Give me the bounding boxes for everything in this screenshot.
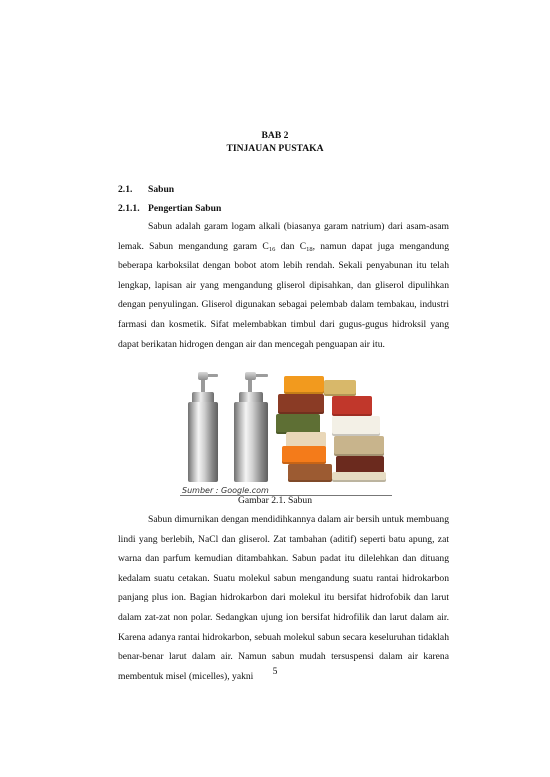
chapter-title: TINJAUAN PUSTAKA	[226, 143, 324, 154]
subsection-title: Pengertian Sabun	[148, 203, 222, 214]
figure-caption: Gambar 2.1. Sabun	[237, 495, 313, 506]
figure-source: Sumber : Google.com	[182, 486, 269, 495]
section-heading	[118, 184, 174, 195]
soap-bar	[282, 446, 326, 464]
soap-bar	[324, 380, 356, 396]
paragraph-1: Sabun adalah garam logam alkali (biasanya garam natrium) dari asam-asam lemak. Sabun mengandung garam $C_{16}$ dan $C_{18}$, namun dapat juga mengandung beberapa karboksilat dengan bobot atom lebih rendah. Sekali penyabunan itu telah lengkap, lapisan air yang mengandung gliserol dipisahkan, dan gliserol dipulihkan dengan penyulingan. Gliserol digunakan sebagai pelembab dalam tembakau, industri farmasi dan kosmetik. Sifat melembabkan timbul dari gugus-gugus hidroksil yang dapat berikatan hidrogen dengan air dan mencegah penguapan air itu.	[118, 221, 450, 350]
page-number: 5	[272, 666, 278, 677]
soap-bar	[278, 394, 324, 414]
soap-bar	[284, 376, 324, 394]
soap-bar	[332, 416, 380, 436]
soap-bars-stack	[276, 376, 388, 482]
soap-bar	[332, 396, 372, 416]
section-title: Sabun	[148, 184, 175, 195]
soap-bar	[332, 472, 386, 482]
subsection-heading	[118, 203, 221, 214]
subsection-number: 2.1.1.	[118, 203, 140, 214]
soap-bar	[288, 464, 332, 482]
section-number: 2.1.	[118, 184, 133, 195]
soap-bar	[276, 414, 320, 434]
soap-bar	[334, 436, 384, 456]
soap-dispenser-right	[230, 370, 270, 482]
chapter-number: BAB 2	[261, 130, 289, 141]
paragraph-2: Sabun dimurnikan dengan mendidihkannya dalam air bersih untuk membuang lindi yang berlebih, NaCl dan gliserol. Zat tambahan (aditif) seperti batu apung, zat warna dan parfum kemudian ditambahkan. Sabun padat itu dilelehkan dan dituang kedalam suatu cetakan. Suatu molekul sabun mengandung suatu rantai hidrokarbon panjang plus ion. Bagian hidrokarbon dari molekul itu bersifat hidrofobik dan larut dalam zat-zat non polar. Sedangkan ujung ion bersifat hidrofilik dan larut dalam air. Karena adanya rantai hidrokarbon, sebuah molekul sabun secara keseluruhan tidaklah benar-benar larut dalam air. Namun sabun mudah tersuspensi dalam air karena membentuk misel (micelles), yakni	[118, 514, 449, 682]
soap-figure	[180, 370, 390, 482]
soap-dispenser-left	[184, 370, 220, 482]
